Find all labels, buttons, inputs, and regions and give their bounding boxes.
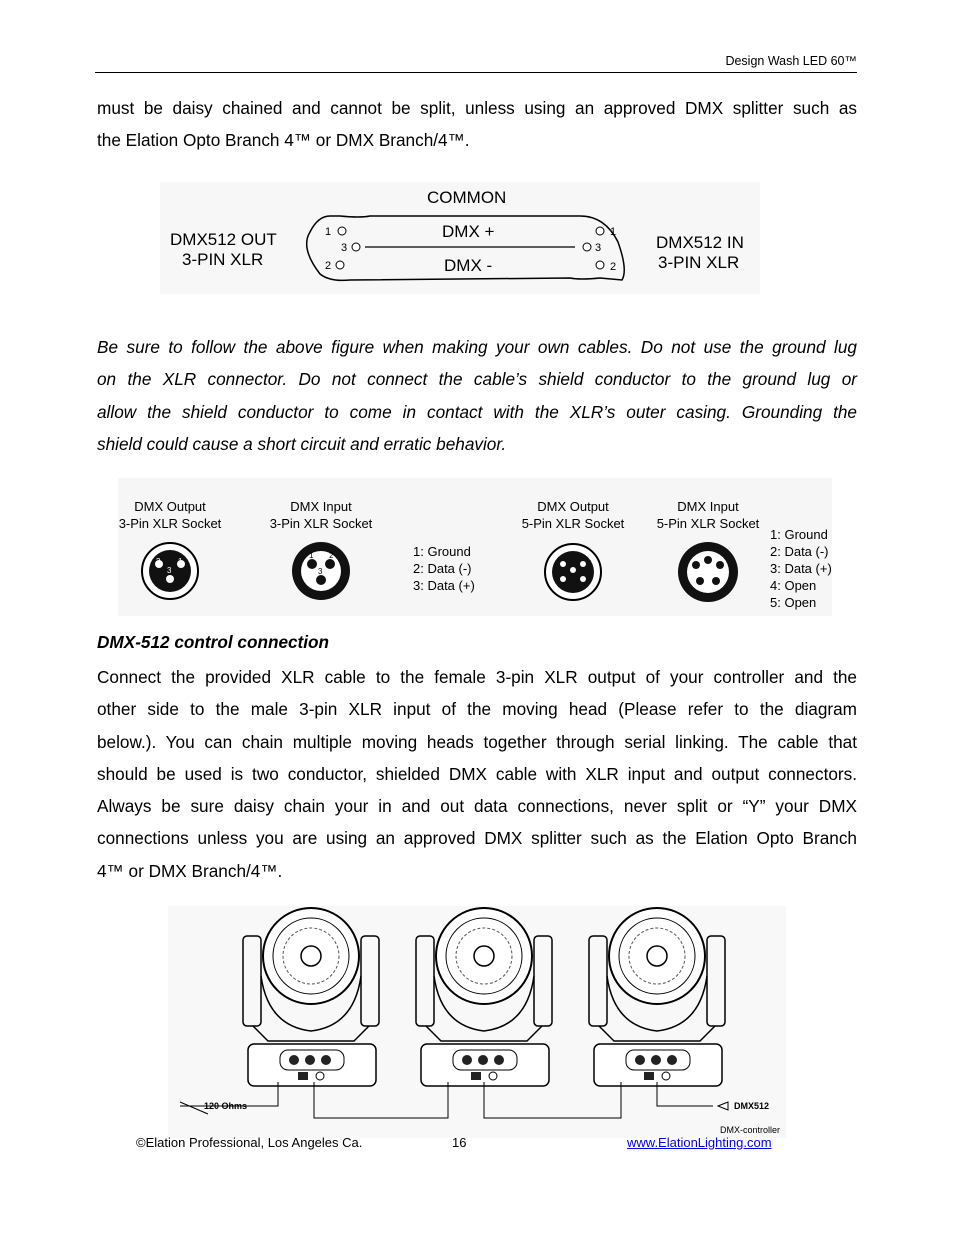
socket-title: DMX Input bbox=[290, 499, 352, 514]
text-line: Always be sure daisy chain your in and out data connections, never split or “Y” your DMX bbox=[97, 796, 857, 817]
text-line: Connect the provided XLR cable to the female 3-pin XLR output of your controller and the bbox=[97, 667, 857, 687]
legend-5pin: 2: Data (-) bbox=[770, 544, 829, 559]
legend-5pin: 4: Open bbox=[770, 578, 817, 593]
pin-number: 1 bbox=[309, 551, 314, 560]
text-line: the Elation Opto Branch 4™ or DMX Branch/4™. bbox=[97, 130, 470, 151]
socket-title: 5-Pin XLR Socket bbox=[521, 516, 625, 531]
warning-paragraph bbox=[97, 331, 857, 460]
dmx-plus-label: DMX + bbox=[442, 222, 495, 241]
dmx-input-5pin-socket bbox=[678, 542, 738, 602]
legend-5pin: 3: Data (+) bbox=[770, 561, 832, 576]
pin-number: 2 bbox=[325, 260, 332, 272]
pin-number: 2 bbox=[329, 551, 334, 560]
common-label: COMMON bbox=[427, 188, 507, 207]
website-link[interactable]: www.ElationLighting.com bbox=[627, 1135, 772, 1150]
xlr-socket-pinout-diagram bbox=[118, 478, 832, 616]
pin-number: 3 bbox=[318, 567, 323, 576]
terminator-label: 120 Ohms bbox=[204, 1101, 248, 1111]
xlr-cable-wiring-diagram bbox=[160, 182, 760, 294]
socket-title: DMX Output bbox=[537, 499, 609, 514]
text-line: other side to the male 3-pin XLR input of the moving head (Please refer to the diagram bbox=[97, 699, 857, 720]
out-label: DMX512 OUT bbox=[170, 230, 277, 249]
pin-circle bbox=[352, 243, 360, 251]
text-line: Be sure to follow the above figure when making your own cables. Do not use the ground lug bbox=[97, 337, 857, 357]
pin-circle bbox=[583, 243, 591, 251]
page-number: 16 bbox=[452, 1135, 467, 1150]
daisy-chain-diagram bbox=[168, 906, 786, 1138]
out-label: 3-PIN XLR bbox=[182, 250, 264, 269]
dmx-label: DMX512 bbox=[734, 1101, 770, 1111]
socket-title: DMX Output bbox=[134, 499, 206, 514]
document-title: Design Wash LED 60™ bbox=[725, 54, 857, 68]
intro-paragraph bbox=[97, 92, 857, 157]
socket-title: DMX Input bbox=[677, 499, 739, 514]
dmx-input-3pin-socket bbox=[292, 542, 350, 600]
socket-title: 5-Pin XLR Socket bbox=[656, 516, 760, 531]
pin-circle bbox=[596, 227, 604, 235]
text-line: should be used is two conductor, shielded DMX cable with XLR input and output connectors. bbox=[97, 763, 857, 784]
dmx-minus-label: DMX - bbox=[444, 256, 493, 275]
text-line: on the XLR connector. Do not connect the cable’s shield conductor to the ground lug or bbox=[97, 369, 857, 390]
pin-number: 1 bbox=[610, 226, 617, 238]
pin-number: 3 bbox=[595, 242, 602, 254]
text-line: shield could cause a short circuit and erratic behavior. bbox=[97, 433, 507, 454]
dmx-output-5pin-socket bbox=[545, 544, 601, 600]
pin-number: 3 bbox=[167, 566, 172, 575]
pin-circle bbox=[338, 227, 346, 235]
pin-number: 3 bbox=[341, 242, 348, 254]
pin-number: 1 bbox=[325, 226, 332, 238]
legend-3pin: 1: Ground bbox=[413, 544, 471, 559]
socket-title: 3-Pin XLR Socket bbox=[118, 516, 222, 531]
section-heading: DMX-512 control connection bbox=[97, 632, 330, 652]
socket-title: 3-Pin XLR Socket bbox=[269, 516, 373, 531]
text-line: allow the shield conductor to come in contact with the XLR’s outer casing. Grounding the bbox=[97, 401, 857, 422]
pin-number: 1 bbox=[178, 557, 183, 566]
dmx-output-3pin-socket bbox=[142, 543, 198, 599]
body-paragraph bbox=[97, 661, 857, 887]
text-line: 4™ or DMX Branch/4™. bbox=[97, 860, 283, 881]
text-line: below.). You can chain multiple moving heads together through serial linking. The cable that bbox=[97, 731, 857, 752]
pin-number: 2 bbox=[610, 261, 617, 273]
legend-5pin: 1: Ground bbox=[770, 527, 828, 542]
text-line: must be daisy chained and cannot be split, unless using an approved DMX splitter such as bbox=[97, 98, 857, 118]
pin-circle bbox=[596, 261, 604, 269]
pin-number: 2 bbox=[156, 557, 161, 566]
footer-copyright: ©Elation Professional, Los Angeles Ca. bbox=[136, 1135, 363, 1150]
legend-5pin: 5: Open bbox=[770, 595, 817, 610]
text-line: connections unless you are using an approved DMX splitter such as the Elation Opto Branch bbox=[97, 828, 857, 849]
in-label: 3-PIN XLR bbox=[658, 253, 740, 272]
page-header bbox=[95, 52, 857, 73]
legend-3pin: 3: Data (+) bbox=[413, 578, 475, 593]
legend-3pin: 2: Data (-) bbox=[413, 561, 472, 576]
pin-circle bbox=[336, 261, 344, 269]
in-label: DMX512 IN bbox=[656, 233, 744, 252]
controller-label: DMX-controller bbox=[720, 1125, 781, 1135]
